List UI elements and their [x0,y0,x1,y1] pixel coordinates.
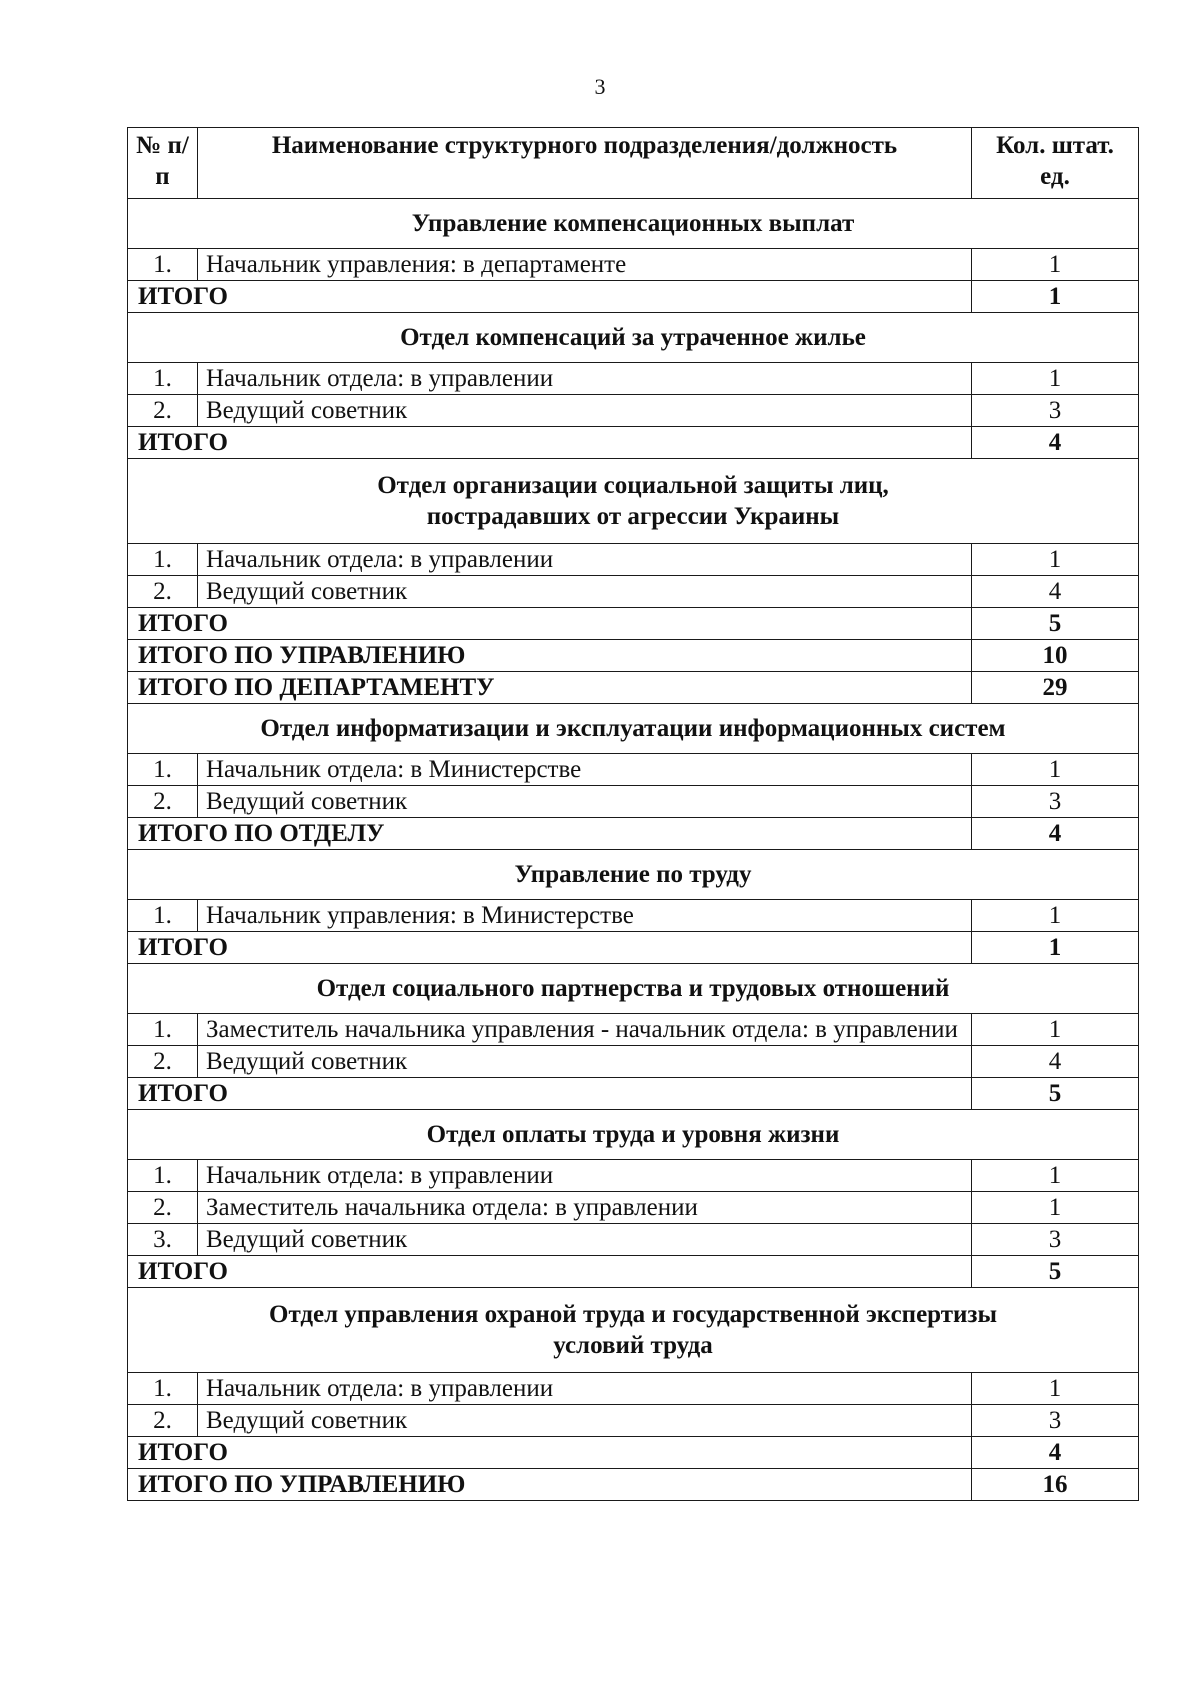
table-body [128,199,1139,1501]
position-name: Ведущий советник [198,1405,972,1437]
staff-count: 1 [972,1192,1139,1224]
section-heading-row [128,1288,1139,1373]
staff-count: 1 [972,363,1139,395]
position-name: Заместитель начальника управления - начальник отдела: в управлении [198,1014,972,1046]
total-count: 1 [972,932,1139,964]
section-heading-row [128,459,1139,544]
row-number: 1. [128,754,198,786]
staff-count: 3 [972,1405,1139,1437]
position-name: Начальник отдела: в Министерстве [198,754,972,786]
table-row [128,249,1139,281]
position-name: Ведущий советник [198,786,972,818]
row-number: 2. [128,576,198,608]
total-label: ИТОГО [128,1078,972,1110]
total-label: ИТОГО [128,1256,972,1288]
table-row [128,544,1139,576]
staff-count: 1 [972,1373,1139,1405]
section-heading-row [128,1110,1139,1160]
staff-count: 1 [972,900,1139,932]
table-row [128,363,1139,395]
position-name: Начальник управления: в Министерстве [198,900,972,932]
row-number: 1. [128,1373,198,1405]
total-count: 5 [972,1256,1139,1288]
total-count: 16 [972,1469,1139,1501]
total-count: 5 [972,608,1139,640]
position-name: Начальник отдела: в управлении [198,1373,972,1405]
section-heading [128,704,1139,754]
staff-count: 1 [972,1160,1139,1192]
section-heading [128,459,1139,544]
total-row [128,818,1139,850]
staffing-table [127,127,1139,1501]
section-heading [128,313,1139,363]
section-heading-row [128,850,1139,900]
section-heading-line: Отдел организации социальной защиты лиц, [377,472,889,499]
table-row [128,786,1139,818]
row-number: 2. [128,1405,198,1437]
staff-count: 1 [972,1014,1139,1046]
total-count: 29 [972,672,1139,704]
staff-count: 3 [972,786,1139,818]
page-number: 3 [594,74,606,99]
table-row [128,1373,1139,1405]
total-row [128,1256,1139,1288]
section-heading [128,1288,1139,1373]
total-count: 4 [972,1437,1139,1469]
table-row [128,1014,1139,1046]
header-number: № п/п [128,128,198,199]
table-row [128,576,1139,608]
position-name: Начальник отдела: в управлении [198,363,972,395]
total-label: ИТОГО ПО ДЕПАРТАМЕНТУ [128,672,972,704]
row-number: 2. [128,786,198,818]
row-number: 1. [128,544,198,576]
total-label: ИТОГО [128,427,972,459]
position-name: Ведущий советник [198,1046,972,1078]
total-count: 4 [972,427,1139,459]
total-count: 1 [972,281,1139,313]
position-name: Заместитель начальника отдела: в управлении [198,1192,972,1224]
staff-count: 4 [972,576,1139,608]
header-count: Кол. штат. ед. [972,128,1139,199]
staff-count: 1 [972,249,1139,281]
total-row [128,672,1139,704]
total-label: ИТОГО [128,1437,972,1469]
total-label: ИТОГО [128,281,972,313]
row-number: 1. [128,1014,198,1046]
total-count: 5 [972,1078,1139,1110]
section-heading-line: Отдел оплаты труда и уровня жизни [426,1121,840,1148]
section-heading-line: условий труда [553,1332,713,1359]
section-heading-line: Управление по труду [514,861,752,888]
total-count: 4 [972,818,1139,850]
row-number: 2. [128,395,198,427]
position-name: Начальник управления: в департаменте [198,249,972,281]
section-heading [128,850,1139,900]
row-number: 3. [128,1224,198,1256]
total-label: ИТОГО [128,608,972,640]
total-row [128,281,1139,313]
section-heading-row [128,964,1139,1014]
staff-count: 3 [972,1224,1139,1256]
total-row [128,1469,1139,1501]
row-number: 1. [128,249,198,281]
row-number: 1. [128,363,198,395]
section-heading-line: пострадавших от агрессии Украины [426,503,840,530]
position-name: Начальник отдела: в управлении [198,1160,972,1192]
total-label: ИТОГО ПО УПРАВЛЕНИЮ [128,1469,972,1501]
section-heading-row [128,199,1139,249]
section-heading-line: Отдел социального партнерства и трудовых отношений [316,975,950,1002]
position-name: Ведущий советник [198,576,972,608]
total-row [128,1078,1139,1110]
row-number: 2. [128,1192,198,1224]
table-row [128,1224,1139,1256]
row-number: 1. [128,1160,198,1192]
total-row [128,427,1139,459]
position-name: Ведущий советник [198,395,972,427]
section-heading [128,1110,1139,1160]
section-heading-row [128,313,1139,363]
section-heading [128,964,1139,1014]
staff-count: 3 [972,395,1139,427]
total-count: 10 [972,640,1139,672]
position-name: Ведущий советник [198,1224,972,1256]
table-row [128,754,1139,786]
table-row [128,1046,1139,1078]
section-heading-line: Отдел информатизации и эксплуатации информационных систем [260,715,1006,742]
table-row [128,900,1139,932]
table-row [128,1192,1139,1224]
total-row [128,932,1139,964]
total-row [128,1437,1139,1469]
section-heading-line: Отдел управления охраной труда и государственной экспертизы [269,1301,997,1328]
total-row [128,608,1139,640]
table-row [128,1405,1139,1437]
total-label: ИТОГО ПО ОТДЕЛУ [128,818,972,850]
position-name: Начальник отдела: в управлении [198,544,972,576]
section-heading-line: Управление компенсационных выплат [411,210,855,237]
section-heading-row [128,704,1139,754]
table-row [128,395,1139,427]
row-number: 2. [128,1046,198,1078]
table-header-row [128,128,1139,199]
staff-count: 4 [972,1046,1139,1078]
staff-count: 1 [972,754,1139,786]
section-heading [128,199,1139,249]
total-label: ИТОГО [128,932,972,964]
total-label: ИТОГО ПО УПРАВЛЕНИЮ [128,640,972,672]
section-heading-line: Отдел компенсаций за утраченное жилье [400,324,866,351]
staff-count: 1 [972,544,1139,576]
header-name: Наименование структурного подразделения/должность [198,128,972,199]
total-row [128,640,1139,672]
row-number: 1. [128,900,198,932]
table-row [128,1160,1139,1192]
